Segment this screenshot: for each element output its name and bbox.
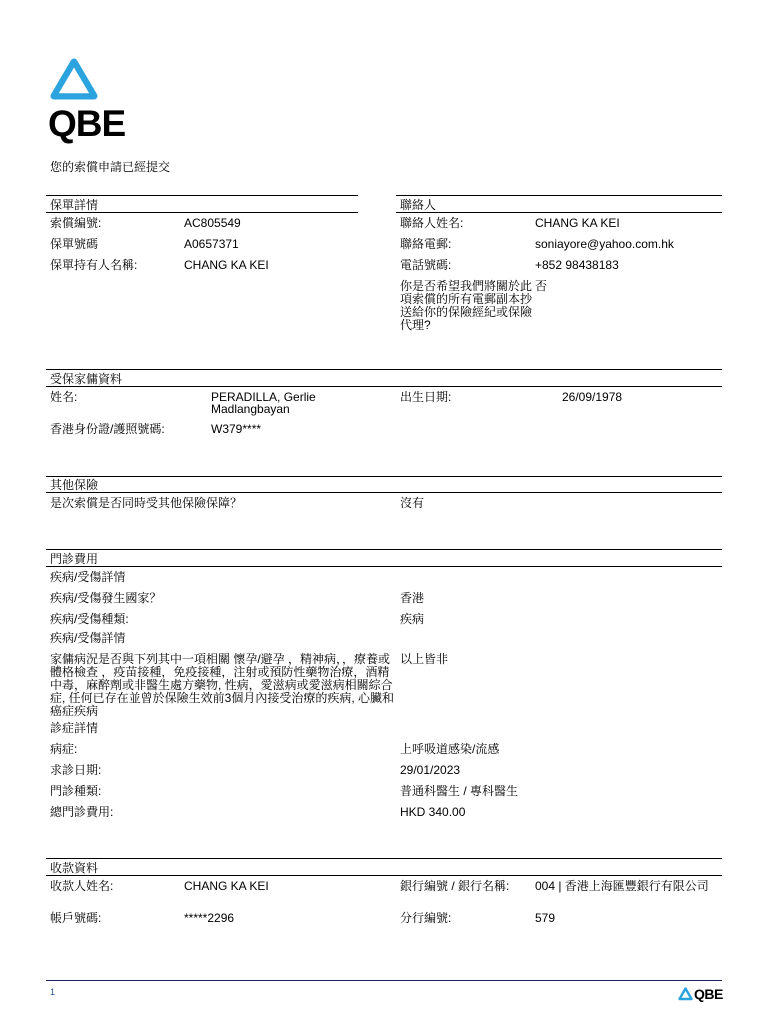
illness-type-label: 疾病/受傷種類: (50, 612, 129, 626)
illness-heading: 疾病/受傷詳情 (50, 570, 126, 584)
illness-country-value: 香港 (400, 591, 425, 605)
consult-type-label: 門診種類: (50, 784, 102, 798)
branch-value: 579 (535, 911, 556, 925)
divider (46, 875, 722, 876)
page-heading: 您的索償申請已經提交 (50, 160, 171, 174)
divider (46, 492, 722, 493)
helper-name-label: 姓名: (50, 390, 78, 404)
pre-existing-question: 家傭病況是否與下列其中一項相關 懷孕/避孕 ，精神病，，療養或體格檢查 ，疫苗接種，免疫接種，注射或預防性藥物治療，酒精中毒，麻醉劑或非醫生處方藥物, 性病，愛滋病或愛滋病相關綜合症, 任何已存在並曾於保險生效前3個月內接受治療的疾病, 心臟和癌症疾病 (50, 652, 395, 718)
divider (46, 195, 358, 196)
payee-value: CHANG KA KEI (184, 879, 269, 893)
contact-email-value: soniayore@yahoo.com.hk (535, 237, 674, 251)
divider (46, 858, 722, 859)
total-fee-label: 總門診費用: (50, 805, 114, 819)
helper-dob-value: 26/09/1978 (562, 390, 623, 404)
contact-phone-label: 電話號碼: (400, 258, 452, 272)
consult-date-label: 求診日期: (50, 763, 102, 777)
illness-country-label: 疾病/受傷發生國家？ (50, 591, 162, 605)
other-insurance-answer: 沒有 (400, 496, 425, 510)
divider (46, 549, 722, 550)
policy-holder-label: 保單持有人名稱: (50, 258, 138, 272)
policy-section-title: 保單詳情 (50, 198, 99, 212)
symptom-value: 上呼吸道感染/流感 (400, 742, 500, 756)
helper-section-title: 受保家傭資料 (50, 372, 123, 386)
page-number: 1 (50, 987, 56, 997)
claim-number-label: 索償編號: (50, 216, 102, 230)
qbe-emblem-icon (678, 987, 693, 1001)
contact-name-value: CHANG KA KEI (535, 216, 620, 230)
account-label: 帳戶號碼: (50, 911, 102, 925)
helper-dob-label: 出生日期: (400, 390, 452, 404)
total-fee-value: HKD 340.00 (400, 805, 466, 819)
divider (396, 195, 722, 196)
policy-number-label: 保單號碼 (50, 237, 99, 251)
bank-label: 銀行編號 / 銀行名稱: (400, 879, 510, 893)
footer-logo-text: QBE (694, 986, 723, 1002)
policy-number-value: A0657371 (184, 237, 239, 251)
divider (396, 212, 722, 213)
contact-phone-value: +852 98438183 (535, 258, 619, 272)
qbe-emblem-icon (48, 56, 128, 104)
illness-detail-heading: 疾病/受傷詳情 (50, 631, 126, 645)
pre-existing-answer: 以上皆非 (400, 652, 449, 666)
helper-id-value: W379**** (211, 422, 262, 436)
footer-logo (678, 986, 722, 1002)
divider (46, 566, 722, 567)
helper-id-label: 香港身份證/護照號碼: (50, 422, 165, 436)
divider (46, 386, 722, 387)
account-value: *****2296 (184, 911, 235, 925)
qbe-logo (48, 56, 128, 142)
contact-email-label: 聯絡電郵: (400, 237, 452, 251)
symptom-label: 病症: (50, 742, 78, 756)
logo-wordmark: QBE (48, 103, 126, 144)
footer-divider (46, 980, 722, 981)
cc-broker-answer: 否 (535, 279, 548, 293)
bank-value: 004 | 香港上海匯豐銀行有限公司 (535, 879, 709, 893)
other-insurance-question: 是次索償是否同時受其他保險保障？ (50, 496, 243, 510)
contact-name-label: 聯絡人姓名: (400, 216, 464, 230)
contact-section-title: 聯絡人 (400, 198, 437, 212)
payment-title: 收款資料 (50, 861, 99, 875)
cc-broker-question: 你是否希望我們將關於此項索償的所有電郵副本抄送給你的保險經紀或保險代理? (400, 279, 533, 332)
payee-label: 收款人姓名: (50, 879, 114, 893)
outpatient-title: 門診費用 (50, 552, 99, 566)
consult-type-value: 普通科醫生 / 專科醫生 (400, 784, 519, 798)
consult-date-value: 29/01/2023 (400, 763, 461, 777)
claim-number-value: AC805549 (184, 216, 241, 230)
branch-label: 分行編號: (400, 911, 452, 925)
divider (46, 369, 722, 370)
diagnosis-heading: 診症詳情 (50, 721, 99, 735)
illness-type-value: 疾病 (400, 612, 425, 626)
helper-name-value: PERADILLA, Gerlie Madlangbayan (211, 390, 316, 416)
other-insurance-title: 其他保險 (50, 478, 99, 492)
divider (46, 476, 722, 477)
divider (46, 212, 358, 213)
policy-holder-value: CHANG KA KEI (184, 258, 269, 272)
